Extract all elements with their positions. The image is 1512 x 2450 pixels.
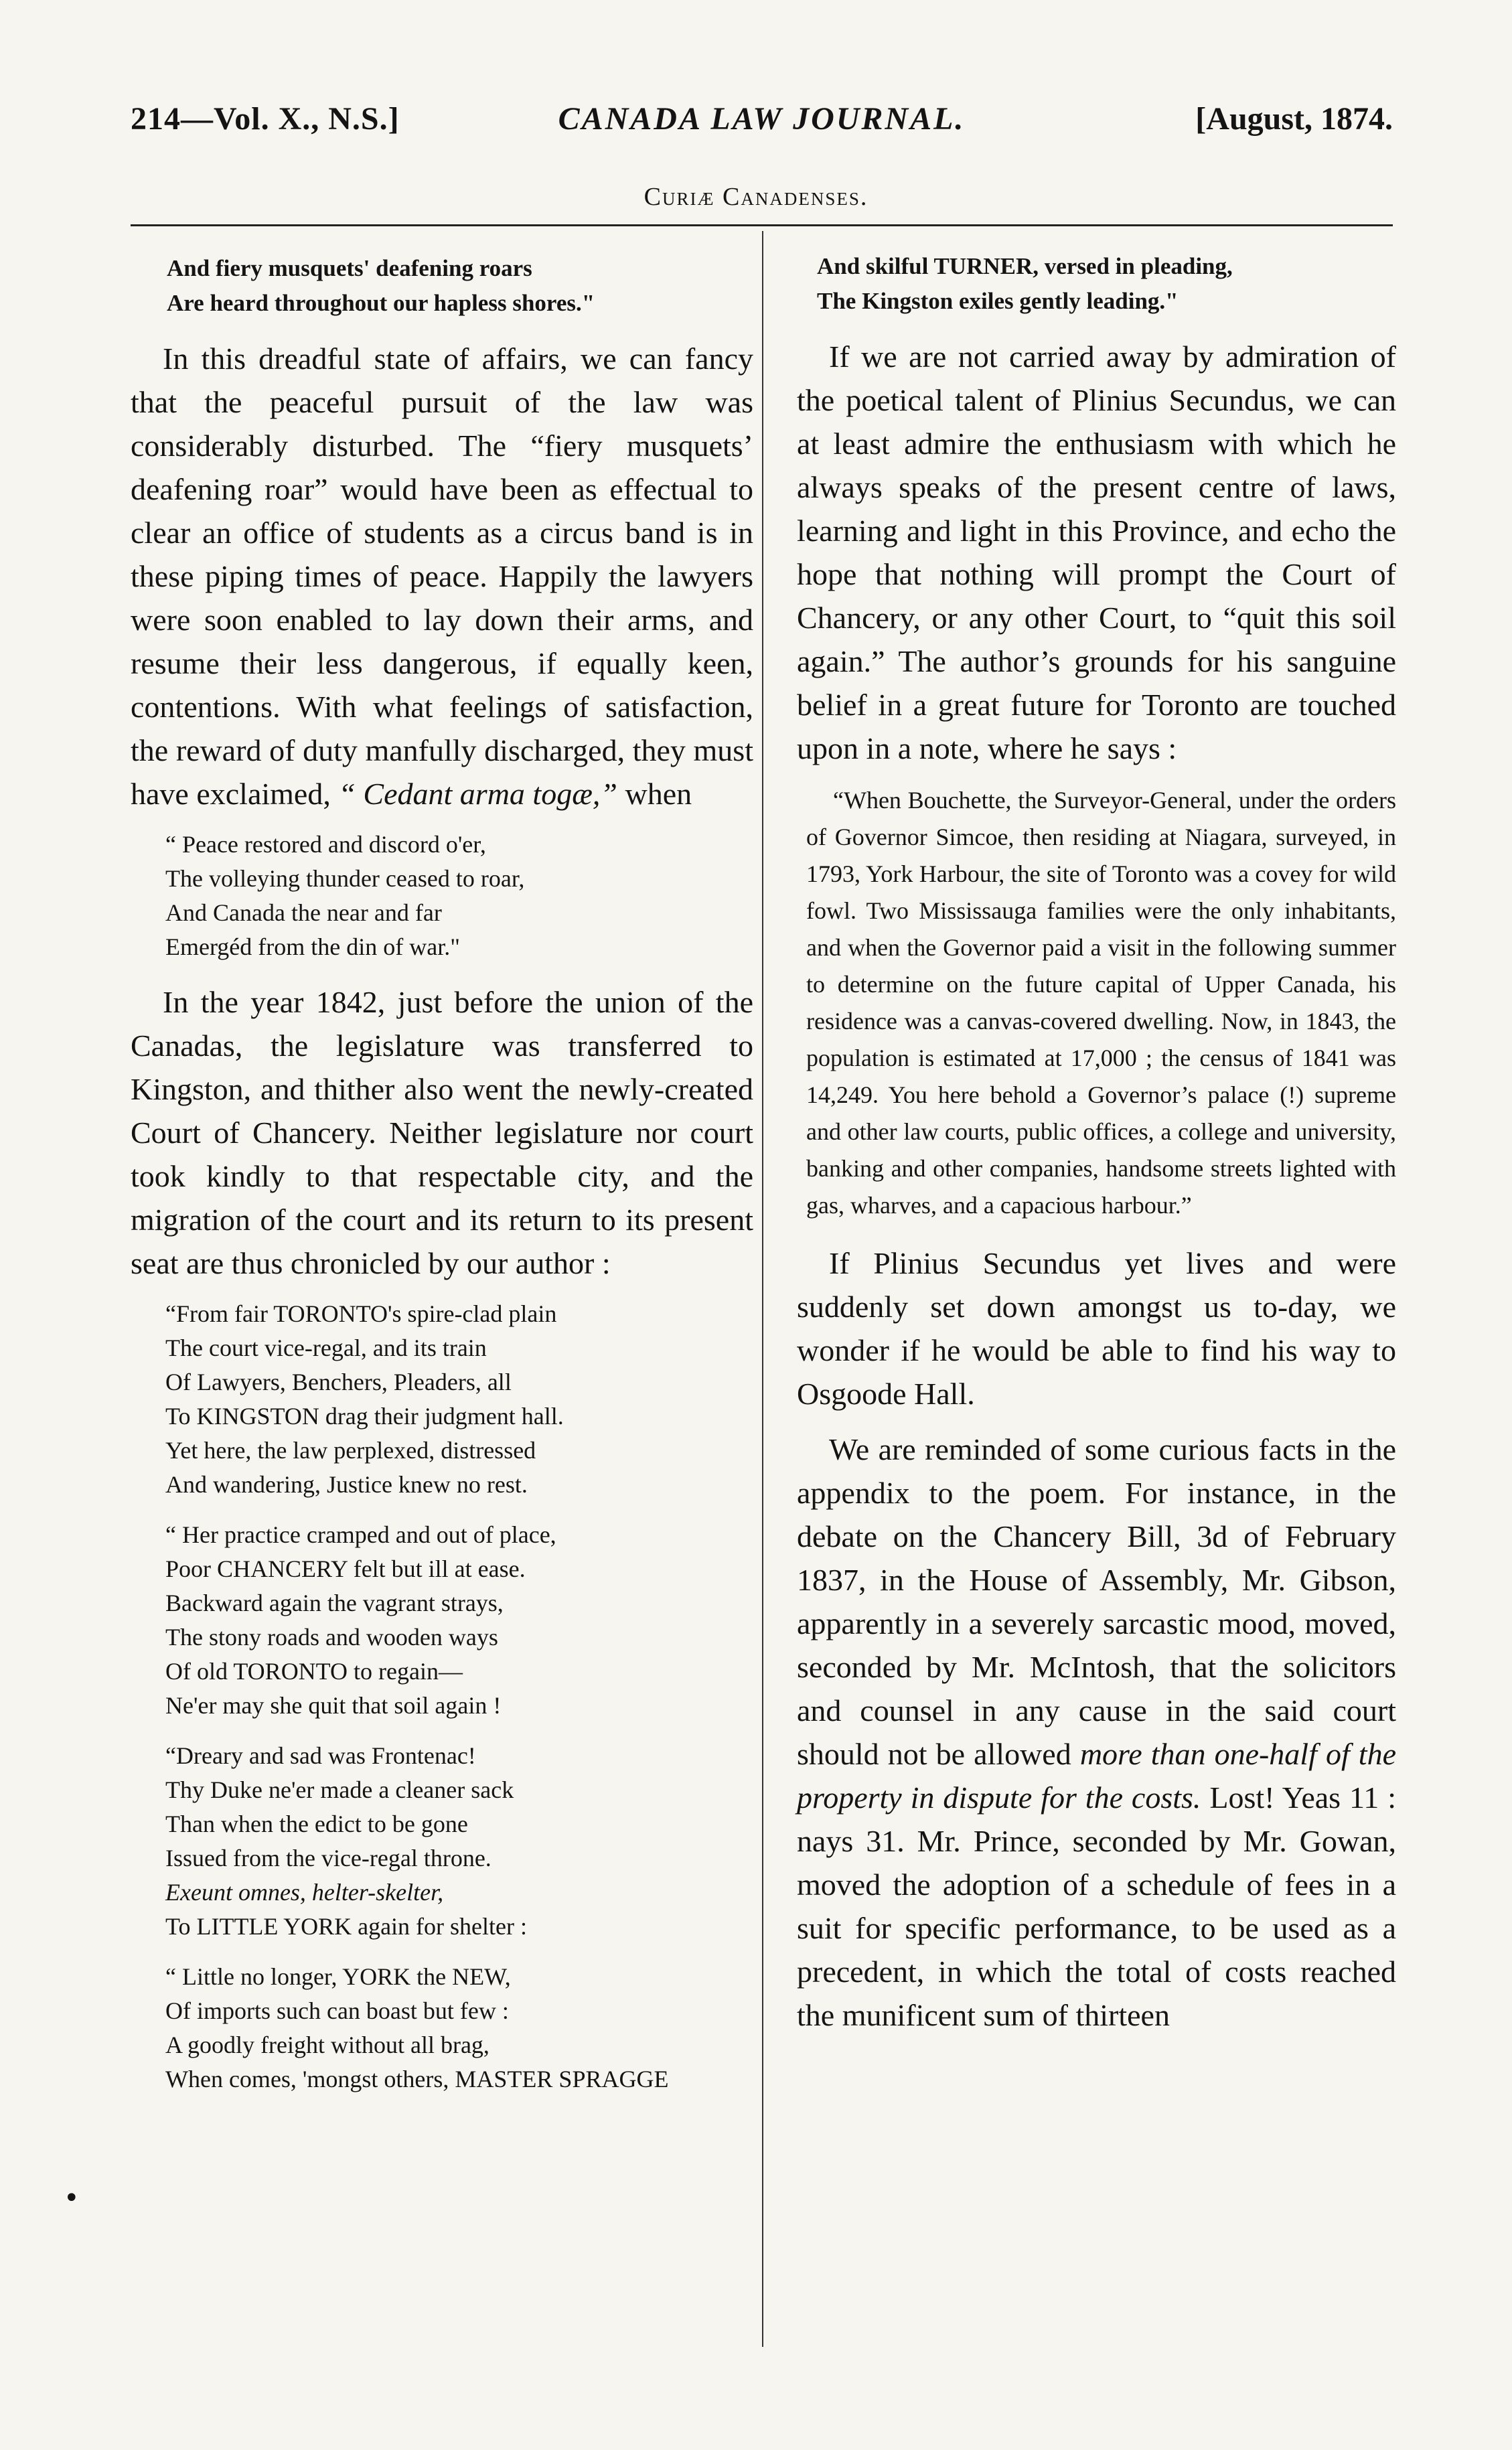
verse-line: Ne'er may she quit that soil again ! xyxy=(165,1692,502,1719)
issue-date: [August, 1874. xyxy=(1195,101,1393,137)
margin-mark: • xyxy=(64,2183,80,2214)
quote-bouchette: “When Bouchette, the Surveyor-General, under the orders of Governor Simcoe, then residing at Niagara, surveyed, in 1793, York Harbour, the site of Toronto was a covey for wild fowl. Two Mississauga families were the only inhabitants, and when the Governor paid a visit in the following summer to determine on the future capital of Upper Canada, his residence was a canvas-covered dwelling. Now, in 1843, the population is estimated at 17,000 ; the census of 1841 was 14,249. You here behold a Governor’s palace (!) supreme and other law courts, public offices, a college and university, banking and other companies, handsome streets lighted with gas, wharves, and a capacious harbour.” xyxy=(806,787,1396,1219)
verse-line: When comes, 'mongst others, MASTER SPRAGGE xyxy=(165,2066,669,2092)
verse-line: Exeunt omnes, helter-skelter, xyxy=(165,1879,444,1906)
paragraph-text-end: Lost! Yeas 11 : nays 31. Mr. Prince, seconded by Mr. Gowan, moved the adoption of a schedule of fees in a suit for specific performance, to be used as a precedent, in which the total of costs reached the munificent sum of thirteen xyxy=(797,1780,1396,2032)
verse-line: “ Peace restored and discord o'er, xyxy=(165,831,486,858)
verse-line: To LITTLE YORK again for shelter : xyxy=(165,1913,527,1940)
verse-line: And Canada the near and far xyxy=(165,899,442,926)
verse-line: Than when the edict to be gone xyxy=(165,1811,468,1837)
verse-line: Yet here, the law perplexed, distressed xyxy=(165,1437,536,1464)
journal-title: CANADA LAW JOURNAL. xyxy=(558,101,966,137)
running-header xyxy=(131,100,1393,147)
paragraph-osgoode: If Plinius Secundus yet lives and were suddenly set down amongst us to-day, we wonder if he would be able to find his way to Osgoode Hall. xyxy=(797,1246,1396,1411)
verse-continuation xyxy=(167,251,753,321)
paragraph-text: In this dreadful state of affairs, we can fancy that the peaceful pursuit of the law was considerably disturbed. The “fiery musquets’ deafening roar” would have been as effectual to clear an office of students as a circus band is in these piping times of peace. Happily the lawyers were soon enabled to lay down their arms, and resume their less dangerous, if equally keen, contentions. With what feelings of satisfaction, the reward of duty manfully discharged, they must have exclaimed, xyxy=(131,341,753,811)
column-divider xyxy=(762,231,763,2347)
stanza-chancery xyxy=(165,1518,753,1723)
verse-line: And skilful TURNER, versed in pleading, xyxy=(817,253,1233,279)
italic-phrase: more than one-half of the property in dispute for the costs. xyxy=(797,1737,1397,1815)
paragraph-text-end: when xyxy=(617,777,692,811)
section-title: Curiæ Canadenses. xyxy=(644,183,868,211)
verse-line: Of Lawyers, Benchers, Pleaders, all xyxy=(165,1369,512,1395)
verse-line: The stony roads and wooden ways xyxy=(165,1624,498,1651)
verse-line: Backward again the vagrant strays, xyxy=(165,1590,504,1616)
verse-line: The volleying thunder ceased to roar, xyxy=(165,865,525,892)
verse-line: The court vice-regal, and its train xyxy=(165,1334,487,1361)
verse-line: Thy Duke ne'er made a cleaner sack xyxy=(165,1776,514,1803)
volume-label: 214—Vol. X., N.S.] xyxy=(131,101,400,137)
stanza-york xyxy=(165,1960,753,2096)
paragraph-dreadful-state xyxy=(131,337,753,816)
verse-line: Of old TORONTO to regain— xyxy=(165,1658,463,1685)
verse-line: To KINGSTON drag their judgment hall. xyxy=(165,1403,564,1430)
verse-line: Are heard throughout our hapless shores." xyxy=(167,290,595,316)
latin-quote: “ Cedant arma togæ,” xyxy=(338,777,617,811)
verse-line: And wandering, Justice knew no rest. xyxy=(165,1471,528,1498)
verse-line: “ Little no longer, YORK the NEW, xyxy=(165,1963,511,1990)
paragraph-year-1842: In the year 1842, just before the union of the Canadas, the legislature was transferred to Kingston, and thither also went the newly-created Court of Chancery. Neither legislature nor court took kindly to that respectable city, and the migration of the court and its return to its present seat are thus chronicled by our author : xyxy=(131,985,753,1280)
stanza-frontenac xyxy=(165,1739,753,1944)
paragraph-plinius: If we are not carried away by admiration of the poetical talent of Plinius Secundus, we can at least admire the enthusiasm with which he always speaks of the present centre of laws, learning and light in this Province, and echo the hope that nothing will prompt the Court of Chancery, or any other Court, to “quit this soil again.” The author’s grounds for his sanguine belief in a great future for Toronto are touched upon in a note, where he says : xyxy=(797,339,1396,765)
right-column xyxy=(797,249,1396,2049)
paragraph-text: We are reminded of some curious facts in the appendix to the poem. For instance, in the debate on the Chancery Bill, 3d of February 1837, in the House of Assembly, Mr. Gibson, apparently in a severely sarcastic mood, moved, seconded by Mr. McIntosh, that the solicitors and counsel in any cause in the said court should not be allowed xyxy=(797,1432,1396,1771)
verse-line: Emergéd from the din of war." xyxy=(165,933,460,960)
header-rule xyxy=(131,224,1393,226)
left-column xyxy=(131,251,753,2113)
verse-peace-restored xyxy=(165,828,753,964)
stanza-toronto xyxy=(165,1297,753,1502)
verse-line: Of imports such can boast but few : xyxy=(165,1997,509,2024)
verse-line: The Kingston exiles gently leading." xyxy=(817,288,1179,314)
verse-line: A goodly freight without all brag, xyxy=(165,2032,489,2058)
verse-line: Poor CHANCERY felt but ill at ease. xyxy=(165,1555,526,1582)
verse-line: And fiery musquets' deafening roars xyxy=(167,255,532,281)
verse-turner xyxy=(817,249,1396,319)
verse-line: “ Her practice cramped and out of place, xyxy=(165,1521,556,1548)
verse-line: “From fair TORONTO's spire-clad plain xyxy=(165,1300,557,1327)
verse-line: “Dreary and sad was Frontenac! xyxy=(165,1742,476,1769)
paragraph-curious-facts xyxy=(797,1428,1396,2037)
verse-line: Issued from the vice-regal throne. xyxy=(165,1845,492,1871)
